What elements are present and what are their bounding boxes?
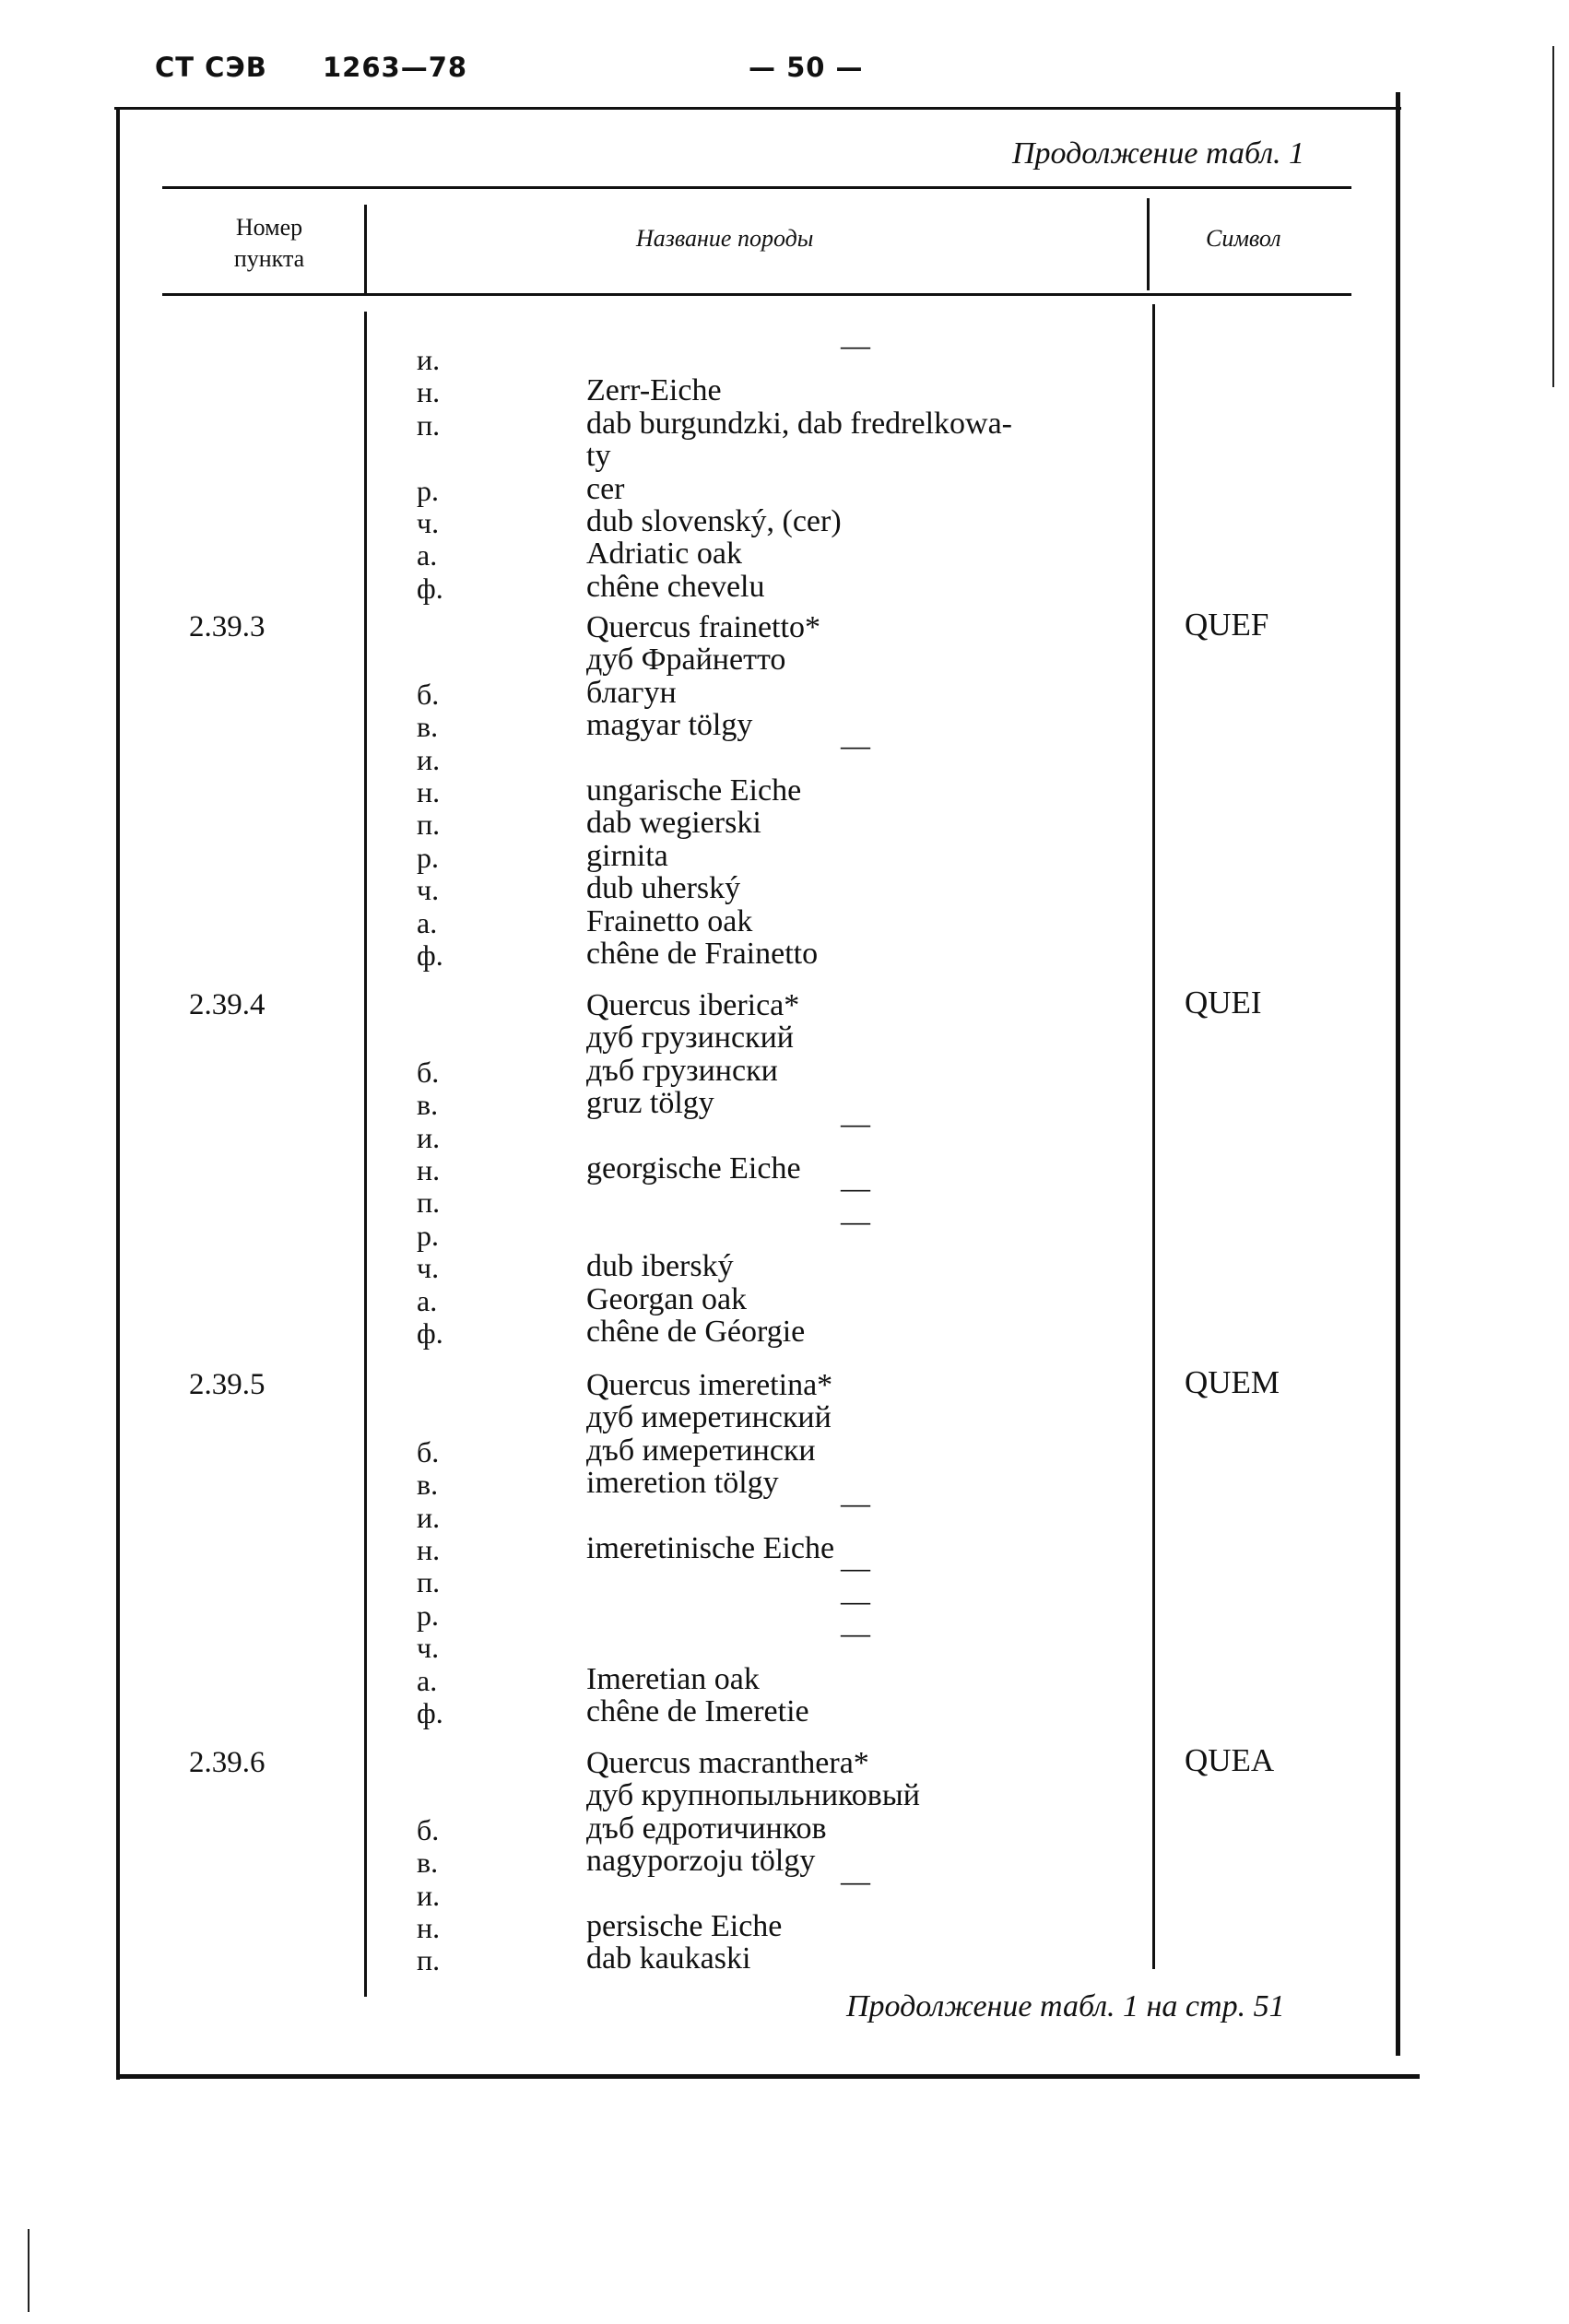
language-prefix: ч. <box>417 1251 440 1285</box>
language-prefix: б. <box>417 1812 440 1846</box>
no-equivalent-dash: — <box>841 1616 870 1650</box>
species-name: дуб имеретинский <box>586 1400 832 1435</box>
language-prefix: р. <box>417 840 439 874</box>
no-equivalent-dash: — <box>841 1203 870 1237</box>
species-name: gruz tölgy <box>586 1086 714 1121</box>
language-prefix: а. <box>417 1663 438 1697</box>
language-prefix: и. <box>417 343 441 376</box>
species-symbol: QUEF <box>1185 607 1269 643</box>
species-name: dub uherský <box>586 871 741 906</box>
language-prefix: в. <box>417 1468 439 1502</box>
species-name: dab wegierski <box>586 806 761 841</box>
species-name: cer <box>586 471 625 506</box>
column-header-number: Номер пункта <box>233 214 305 272</box>
species-name: imeretinische Eiche <box>586 1531 835 1565</box>
species-name: дуб Фрайнетто <box>586 643 786 678</box>
language-prefix: н. <box>417 1533 441 1566</box>
language-prefix: ф. <box>417 1316 443 1350</box>
no-equivalent-dash: — <box>841 727 870 761</box>
species-name: Quercus frainetto* <box>586 610 820 644</box>
species-name: Quercus macranthera* <box>586 1746 869 1780</box>
body-divider-1 <box>364 312 367 1997</box>
species-name: Frainetto oak <box>586 903 753 938</box>
continuation-label-top: Продолжение табл. 1 <box>1012 136 1305 171</box>
language-prefix: н. <box>417 775 441 808</box>
language-prefix: а. <box>417 1283 438 1317</box>
language-prefix: р. <box>417 473 439 507</box>
species-name: chêne de Géorgie <box>586 1315 806 1349</box>
language-prefix: ф. <box>417 1696 443 1729</box>
item-number: 2.39.6 <box>189 1746 265 1779</box>
species-name: chêne de Imeretie <box>586 1694 809 1728</box>
species-name: georgische Eiche <box>586 1151 801 1186</box>
column-header-symbol: Символ <box>1206 225 1281 252</box>
language-prefix: п. <box>417 1943 441 1977</box>
language-prefix: в. <box>417 710 439 744</box>
language-prefix: б. <box>417 1055 440 1089</box>
scan-mark-bottom-left <box>28 2229 29 2312</box>
item-number: 2.39.3 <box>189 610 265 643</box>
species-name: Zerr-Eiche <box>586 373 722 408</box>
language-prefix: н. <box>417 375 441 409</box>
language-prefix: р. <box>417 1218 439 1252</box>
no-equivalent-dash: — <box>841 1485 870 1519</box>
language-prefix: н. <box>417 1153 441 1186</box>
language-prefix: а. <box>417 538 438 572</box>
language-prefix: п. <box>417 1565 441 1599</box>
language-prefix: р. <box>417 1598 439 1632</box>
body-divider-2 <box>1152 304 1155 1969</box>
top-rule <box>114 107 1401 110</box>
species-name: girnita <box>586 838 668 873</box>
scan-mark-top-right <box>1552 46 1554 387</box>
species-name: благун <box>586 675 677 710</box>
species-name: Quercus imeretina* <box>586 1368 833 1402</box>
species-name: dab kaukaski <box>586 1941 751 1976</box>
language-prefix: ч. <box>417 506 440 539</box>
species-name: dub iberský <box>586 1249 734 1284</box>
language-prefix: ф. <box>417 571 443 605</box>
no-equivalent-dash: — <box>841 1171 870 1205</box>
continuation-label-bottom: Продолжение табл. 1 на стр. 51 <box>846 1989 1285 2023</box>
standard-code: СТ СЭВ <box>155 52 267 83</box>
language-prefix: п. <box>417 1186 441 1220</box>
species-name: Adriatic oak <box>586 537 742 572</box>
species-name: дъб грузински <box>586 1053 778 1088</box>
species-name: chêne de Frainetto <box>586 937 819 971</box>
bottom-rule <box>116 2074 1420 2079</box>
language-prefix: ф. <box>417 938 443 972</box>
species-symbol: QUEM <box>1185 1364 1280 1400</box>
table-header-bottom-rule <box>162 293 1351 296</box>
language-prefix: ч. <box>417 1631 440 1665</box>
species-name: Quercus iberica* <box>586 988 800 1022</box>
language-prefix: б. <box>417 677 440 711</box>
language-prefix: в. <box>417 1846 439 1880</box>
language-prefix: и. <box>417 1878 441 1912</box>
table-header-top-rule <box>162 186 1351 189</box>
no-equivalent-dash: — <box>841 1863 870 1897</box>
species-name: dab burgundzki, dab fredrelkowa- <box>586 406 1012 441</box>
language-prefix: ч. <box>417 873 440 907</box>
species-name: ty <box>586 439 611 474</box>
species-name: Imeretian oak <box>586 1661 760 1696</box>
species-name: nagyporzoju tölgy <box>586 1844 816 1879</box>
species-name: dub slovenský, (cer) <box>586 504 842 538</box>
species-name: chêne chevelu <box>586 569 765 604</box>
item-number: 2.39.4 <box>189 988 265 1021</box>
species-name: Georgan oak <box>586 1281 748 1316</box>
species-name: дуб грузинский <box>586 1020 794 1056</box>
language-prefix: н. <box>417 1911 441 1944</box>
language-prefix: а. <box>417 905 438 939</box>
language-prefix: и. <box>417 742 441 776</box>
column-header-name: Название породы <box>636 225 814 252</box>
item-number: 2.39.5 <box>189 1368 265 1401</box>
header-divider-1 <box>364 205 367 293</box>
species-name: ungarische Eiche <box>586 773 802 808</box>
species-name: imeretion tölgy <box>586 1466 779 1501</box>
species-name: дъб едротичинков <box>586 1811 827 1846</box>
species-symbol: QUEI <box>1185 985 1262 1020</box>
no-equivalent-dash: — <box>841 1551 870 1585</box>
species-symbol: QUEA <box>1185 1742 1275 1778</box>
header-divider-2 <box>1147 198 1150 290</box>
language-prefix: и. <box>417 1120 441 1154</box>
language-prefix: б. <box>417 1434 440 1469</box>
page-number: — 50 — <box>749 52 864 83</box>
no-equivalent-dash: — <box>841 1105 870 1139</box>
language-prefix: п. <box>417 407 441 442</box>
standard-number: 1263—78 <box>323 52 468 83</box>
language-prefix: в. <box>417 1088 439 1122</box>
frame-right <box>1396 92 1400 2056</box>
language-prefix: и. <box>417 1500 441 1534</box>
species-name: дуб крупнопыльниковый <box>586 1778 920 1813</box>
language-prefix: п. <box>417 808 441 842</box>
species-name: дъб имеретински <box>586 1433 816 1468</box>
species-name: persische Eiche <box>586 1909 783 1943</box>
species-name: magyar tölgy <box>586 708 753 743</box>
no-equivalent-dash: — <box>841 328 870 361</box>
frame-left <box>116 107 120 2080</box>
no-equivalent-dash: — <box>841 1583 870 1617</box>
